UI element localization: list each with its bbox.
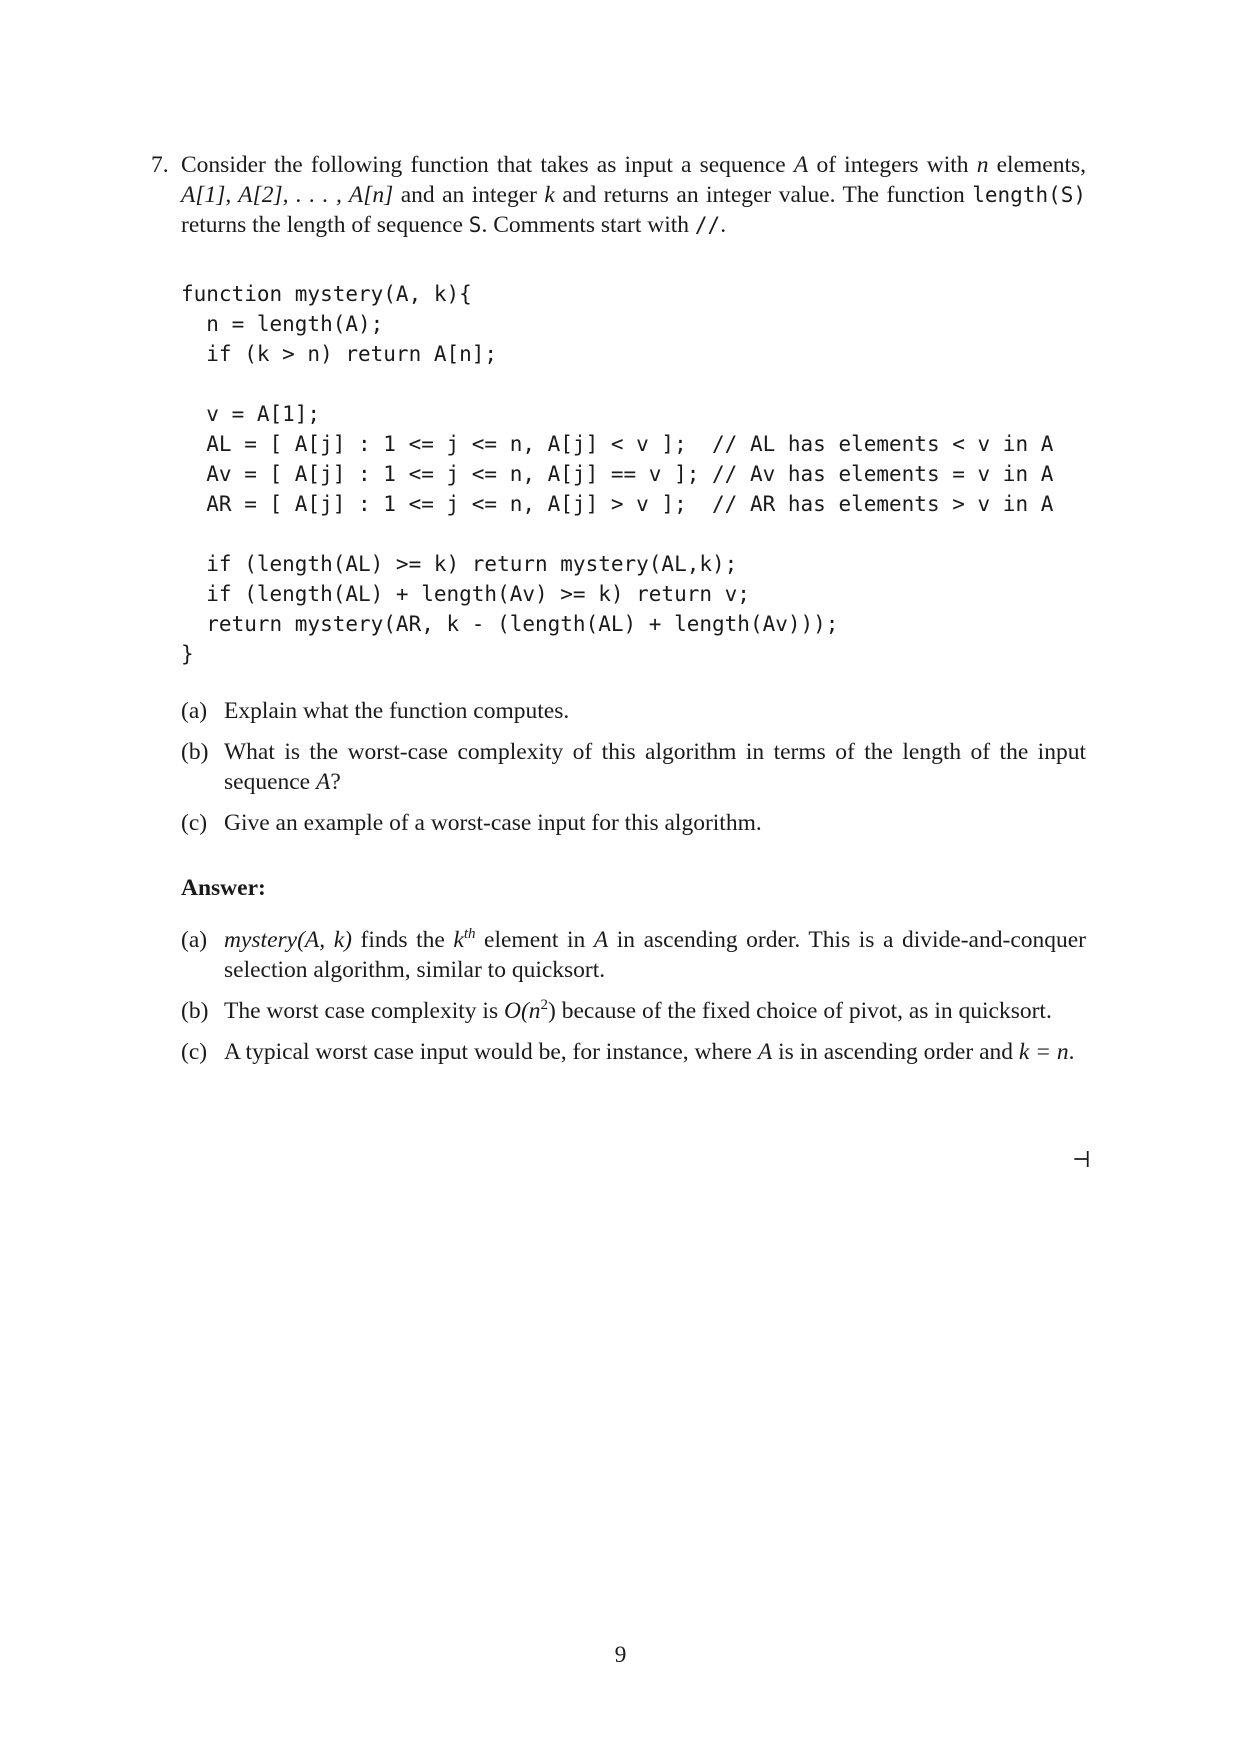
question-text-part: and an integer	[400, 182, 537, 208]
item-text: in ascending order. This is a divide-and-conquer selection algorithm, similar to quicksort.	[224, 927, 1087, 983]
item-text: is in ascending order and	[778, 1039, 1013, 1065]
math-var: A	[316, 769, 331, 795]
item-label: (b)	[181, 739, 209, 765]
item-text: The worst case complexity is	[224, 998, 499, 1024]
item-label: (a)	[181, 698, 208, 724]
inline-code: length(S)	[972, 183, 1087, 207]
question-7	[151, 150, 1086, 240]
math-exponent: 2	[540, 997, 549, 1014]
question-text-part: .	[720, 212, 727, 238]
math-var: k	[453, 927, 464, 953]
math-var: n	[976, 152, 989, 178]
question-text-part: elements,	[996, 152, 1087, 178]
item-label: (a)	[181, 927, 208, 953]
answer-a	[181, 925, 1086, 985]
question-text-part: of integers with	[816, 152, 969, 178]
answer-heading: Answer:	[181, 875, 266, 901]
inline-code: //	[694, 213, 721, 237]
math-function: mystery(A, k)	[224, 927, 352, 953]
math-equation: k = n	[1018, 1039, 1069, 1065]
item-text: Give an example of a worst-case input for this algorithm.	[224, 810, 762, 836]
answer-b	[181, 996, 1086, 1026]
code-block: function mystery(A, k){ n = length(A); if (k > n) return A[n]; v = A[1]; AL = [ A[j] : 1 <= j <= n, A[j] < v ]; // AL has elements < v in A Av = [ A[j] : 1 <= j <= n, A[j] == v ]; // Av has elements = v in A AR = [ A[j] : 1 <= j <= n, A[j] > v ]; // AR has elements > v in A if (length(AL) >= k) return mystery(AL,k); if (length(AL) + length(Av) >= k) return v; return mystery(AR, k - (length(AL) + length(Av))); }	[181, 282, 1054, 666]
subquestion-b	[181, 737, 1086, 797]
math-close-paren: )	[548, 998, 556, 1024]
end-of-proof-mark: ⊣	[1072, 1147, 1091, 1172]
question-text-part: and returns an integer value. The function	[562, 182, 965, 208]
item-label: (b)	[181, 998, 209, 1024]
math-superscript: th	[463, 926, 476, 943]
question-text-part: Consider the following function that takes as input a sequence	[181, 152, 786, 178]
math-var: A	[593, 927, 609, 953]
question-text	[181, 150, 1086, 240]
item-text: Explain what the function computes.	[224, 698, 570, 724]
math-var: A	[757, 1039, 773, 1065]
page-number: 9	[614, 1642, 627, 1668]
item-text: finds the	[360, 927, 445, 953]
item-text: ?	[330, 769, 341, 795]
subquestion-c	[181, 808, 1086, 838]
math-var: A	[793, 152, 809, 178]
item-text: A typical worst case input would be, for instance, where	[224, 1039, 752, 1065]
answer-c	[181, 1037, 1086, 1067]
item-label: (c)	[181, 1039, 208, 1065]
item-text: element in	[484, 927, 586, 953]
item-text: What is the worst-case complexity of this algorithm in terms of the length of the input sequence	[224, 739, 1086, 795]
subquestion-a	[181, 696, 1086, 726]
question-text-part: . Comments start with	[481, 212, 690, 238]
answer-list	[181, 925, 1086, 1078]
item-text: .	[1068, 1039, 1075, 1065]
subquestion-list	[181, 696, 1086, 849]
math-var: k	[544, 182, 555, 208]
item-label: (c)	[181, 810, 208, 836]
question-text-part: returns the length of sequence	[181, 212, 463, 238]
item-text: because of the fixed choice of pivot, as in quicksort.	[561, 998, 1052, 1024]
inline-code: S	[468, 213, 482, 237]
math-sequence: A[1], A[2], . . . , A[n]	[181, 182, 394, 208]
question-number: 7.	[151, 152, 169, 178]
math-big-o: O(n	[503, 998, 541, 1024]
